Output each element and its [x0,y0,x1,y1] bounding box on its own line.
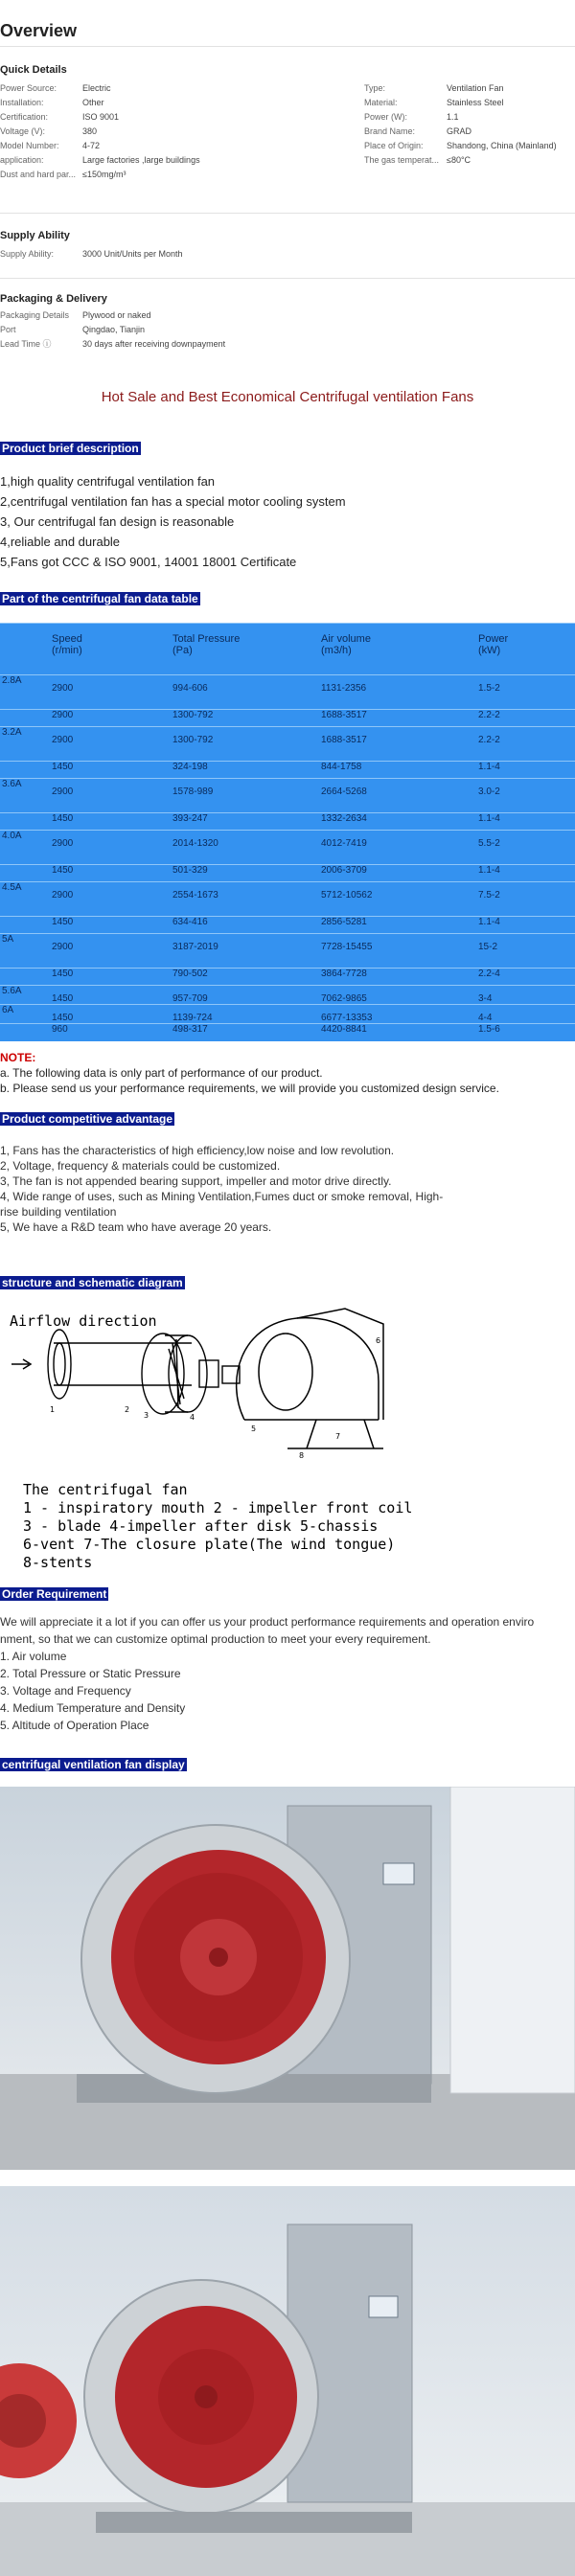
table-cell: 2900 [50,779,171,813]
table-cell: 3864-7728 [319,969,476,986]
table-cell: 3.2A [0,727,50,762]
table-cell: 5A [0,934,50,969]
table-row [0,917,575,934]
quick-detail-row [364,125,575,139]
table-cell: 2664-5268 [319,779,476,813]
quick-detail-key: Material: [364,98,398,107]
advantage-item: 5, We have a R&D team who have average 20 years. [0,1220,272,1234]
table-cell [0,710,50,727]
table-cell: 2900 [50,882,171,917]
quick-detail-row [364,153,575,168]
quick-detail-key: Voltage (V): [0,126,46,136]
table-cell: 1.1-4 [476,762,575,779]
table-row [0,934,575,969]
table-row [0,727,575,762]
quick-detail-row [0,139,288,153]
table-header-cell: Power (kW) [476,624,575,675]
table-cell: 1450 [50,986,171,1005]
table-cell: 5.6A [0,986,50,1005]
table-cell: 2856-5281 [319,917,476,934]
table-cell: 2014-1320 [171,831,319,865]
brief-item: 5,Fans got CCC & ISO 9001, 14001 18001 Certificate [0,555,297,569]
table-row [0,813,575,831]
order-item: 5. Altitude of Operation Place [0,1719,150,1732]
table-row [0,969,575,986]
svg-text:5: 5 [251,1425,257,1433]
diagram-caption-line: 6-vent 7-The closure plate(The wind tongue) [23,1536,396,1553]
advantage-item: rise building ventilation [0,1205,117,1219]
diagram-caption [23,1481,569,1572]
diagram-caption-line: 1 - inspiratory mouth 2 - impeller front coil [23,1499,413,1516]
diagram-heading: structure and schematic diagram [2,1276,183,1289]
table-header-cell: Total Pressure (Pa) [171,624,319,675]
table-header-cell [0,624,50,675]
packaging-row [0,323,383,337]
table-cell: 501-329 [171,865,319,882]
quick-detail-key: Power (W): [364,112,407,122]
quick-detail-value: 1.1 [447,112,459,122]
quick-detail-value: Ventilation Fan [447,83,504,93]
brief-item: 2,centrifugal ventilation fan has a special motor cooling system [0,494,346,509]
note-label: NOTE: [0,1051,36,1064]
quick-detail-row [0,153,288,168]
table-cell: 1.1-4 [476,917,575,934]
page-title: Overview [0,21,78,40]
table-cell: 1131-2356 [319,675,476,710]
table-cell: 1.5-6 [476,1024,575,1041]
quick-detail-key: Dust and hard par... [0,170,77,179]
table-cell: 6A [0,1005,50,1024]
svg-text:3: 3 [144,1411,150,1420]
part-number-labels [50,1336,380,1460]
supply-ability-rows [0,247,288,266]
packaging-value: 30 days after receiving downpayment [82,339,226,349]
table-cell: 15-2 [476,934,575,969]
table-cell: 7062-9865 [319,986,476,1005]
note-block [0,1050,575,1096]
brief-item: 4,reliable and durable [0,535,121,549]
impeller-disk-part [199,1360,240,1387]
table-cell: 1450 [50,813,171,831]
table-cell: 5712-10562 [319,882,476,917]
table-cell: 4012-7419 [319,831,476,865]
quick-detail-row [364,81,575,96]
svg-text:8: 8 [299,1451,305,1460]
order-heading: Order Requirement [2,1587,107,1601]
table-cell [0,917,50,934]
table-cell: 2.8A [0,675,50,710]
table-cell: 5.5-2 [476,831,575,865]
advantage-item: 3, The fan is not appended bearing support, impeller and motor drive directly. [0,1174,392,1188]
table-cell: 2900 [50,934,171,969]
quick-detail-value: Stainless Steel [447,98,504,107]
table-cell: 3-4 [476,986,575,1005]
table-cell: 324-198 [171,762,319,779]
airflow-arrow-icon [12,1359,31,1369]
fan-data-table [0,623,575,1041]
quick-detail-key: Certification: [0,112,49,122]
table-cell: 6677-13353 [319,1005,476,1024]
svg-text:1: 1 [50,1405,56,1414]
table-row [0,1005,575,1024]
divider [0,46,575,47]
table-cell: 2900 [50,831,171,865]
quick-detail-key: Installation: [0,98,44,107]
table-row [0,779,575,813]
table-row [0,710,575,727]
table-cell: 4420-8841 [319,1024,476,1041]
table-cell: 1450 [50,762,171,779]
brief-heading: Product brief description [2,442,139,455]
table-row [0,882,575,917]
packaging-value: Plywood or naked [82,310,151,320]
impeller-part [142,1334,207,1414]
table-cell: 2900 [50,727,171,762]
quick-detail-value: GRAD [447,126,472,136]
table-cell: 1688-3517 [319,710,476,727]
table-cell: 994-606 [171,675,319,710]
order-intro-1: We will appreciate it a lot if you can offer us your product performance requirements and operation enviro [0,1615,535,1629]
table-cell: 957-709 [171,986,319,1005]
supply-ability-title: Supply Ability [0,230,70,241]
advantage-item: 2, Voltage, frequency & materials could be customized. [0,1159,281,1173]
table-cell [0,813,50,831]
svg-text:4: 4 [190,1413,196,1422]
table-row [0,675,575,710]
table-cell: 1.1-4 [476,865,575,882]
table-row [0,986,575,1005]
table-cell: 1332-2634 [319,813,476,831]
divider [0,278,575,279]
table-cell: 3.0-2 [476,779,575,813]
packaging-row [0,308,383,323]
packaging-key: Lead Time ⓘ [0,339,52,349]
table-cell: 1450 [50,969,171,986]
quick-detail-key: Type: [364,83,386,93]
table-cell [0,865,50,882]
airflow-label: Airflow direction [10,1312,157,1330]
table-header-cell: Air volume (m3/h) [319,624,476,675]
table-row [0,762,575,779]
table-cell: 2900 [50,675,171,710]
quick-detail-row [0,110,288,125]
quick-detail-row [0,125,288,139]
quick-details-title: Quick Details [0,64,67,76]
advantage-item: 1, Fans has the characteristics of high efficiency,low noise and low revolution. [0,1144,395,1157]
table-cell: 498-317 [171,1024,319,1041]
quick-detail-key: application: [0,155,44,165]
quick-detail-key: The gas temperat... [364,155,440,165]
order-items [0,1648,575,1734]
table-cell: 1688-3517 [319,727,476,762]
quick-detail-row [0,81,288,96]
svg-text:2: 2 [125,1405,130,1414]
packaging-key: Port [0,325,16,334]
diagram-caption-line: 3 - blade 4-impeller after disk 5-chassis [23,1517,379,1535]
brief-item: 3, Our centrifugal fan design is reasonable [0,514,235,529]
diagram-caption-line: 8-stents [23,1554,93,1571]
table-cell: 1578-989 [171,779,319,813]
table-cell: 1450 [50,917,171,934]
divider [0,213,575,214]
table-row [0,1024,575,1041]
quick-detail-value: ≤150mg/m³ [82,170,126,179]
advantage-item: 4, Wide range of uses, such as Mining Ventilation,Fumes duct or smoke removal, High- [0,1190,444,1203]
quick-detail-value: ≤80°C [447,155,472,165]
quick-detail-row [0,96,288,110]
table-cell: 2.2-2 [476,727,575,762]
table-header-row [0,624,575,675]
table-cell: 844-1758 [319,762,476,779]
fan-photo-2 [0,2186,575,2576]
quick-detail-value: Large factories ,large buildings [82,155,200,165]
quick-detail-value: Other [82,98,104,107]
table-cell: 7728-15455 [319,934,476,969]
hot-sale-banner: Hot Sale and Best Economical Centrifugal ventilation Fans [101,389,474,405]
table-row [0,865,575,882]
display-heading: centrifugal ventilation fan display [2,1758,185,1771]
table-cell: 1.5-2 [476,675,575,710]
quick-detail-value: Electric [82,83,111,93]
table-cell: 2554-1673 [171,882,319,917]
supply-value: 3000 Unit/Units per Month [82,249,183,259]
packaging-value: Qingdao, Tianjin [82,325,146,334]
order-block [0,1613,575,1734]
diagram-caption-line: The centrifugal fan [23,1481,188,1498]
table-cell: 393-247 [171,813,319,831]
table-cell: 7.5-2 [476,882,575,917]
quick-detail-key: Power Source: [0,83,58,93]
quick-detail-key: Model Number: [0,141,59,150]
supply-key: Supply Ability: [0,249,55,259]
table-cell: 4-4 [476,1005,575,1024]
table-cell: 1450 [50,1005,171,1024]
table-cell: 634-416 [171,917,319,934]
table-cell: 1300-792 [171,710,319,727]
table-heading: Part of the centrifugal fan data table [2,592,198,605]
table-cell: 1139-724 [171,1005,319,1024]
quick-detail-value: 4-72 [82,141,101,150]
quick-detail-value: ISO 9001 [82,112,120,122]
packaging-row [0,337,383,352]
packaging-title: Packaging & Delivery [0,293,107,305]
brief-list [0,471,575,572]
table-row [0,831,575,865]
quick-detail-row [364,96,575,110]
advantage-list [0,1143,575,1235]
table-cell [0,762,50,779]
table-cell: 2900 [50,710,171,727]
table-cell: 960 [50,1024,171,1041]
table-cell: 1300-792 [171,727,319,762]
order-item: 4. Medium Temperature and Density [0,1701,186,1715]
order-intro-2: nment, so that we can customize optimal production to meet your every requirement. [0,1632,431,1646]
order-item: 2. Total Pressure or Static Pressure [0,1667,181,1680]
packaging-rows [0,308,383,356]
svg-text:6: 6 [376,1336,381,1345]
note-b: b. Please send us your performance requirements, we will provide you customized design service. [0,1082,499,1095]
brief-item: 1,high quality centrifugal ventilation fan [0,474,216,489]
table-cell: 2006-3709 [319,865,476,882]
advantage-heading: Product competitive advantage [2,1112,173,1126]
table-cell: 2.2-2 [476,710,575,727]
quick-details-left [0,81,288,187]
quick-detail-value: 380 [82,126,98,136]
table-cell [0,969,50,986]
table-cell [0,1024,50,1041]
order-item: 3. Voltage and Frequency [0,1684,131,1698]
order-item: 1. Air volume [0,1650,67,1663]
quick-detail-value: Shandong, China (Mainland) [447,141,557,150]
quick-detail-row [364,110,575,125]
table-cell: 1.1-4 [476,813,575,831]
table-cell: 3187-2019 [171,934,319,969]
table-cell: 3.6A [0,779,50,813]
quick-detail-row [364,139,575,153]
table-cell: 4.5A [0,882,50,917]
svg-text:7: 7 [335,1432,341,1441]
fan-photo-1 [0,1787,575,2170]
quick-detail-row [0,168,288,182]
quick-details-right [364,81,575,177]
chassis-part [237,1309,383,1448]
fan-schematic-diagram [0,1305,575,1477]
packaging-key: Packaging Details [0,310,70,320]
table-cell: 2.2-4 [476,969,575,986]
note-a: a. The following data is only part of performance of our product. [0,1066,323,1080]
table-cell: 4.0A [0,831,50,865]
quick-detail-key: Brand Name: [364,126,416,136]
table-header-cell: Speed (r/min) [50,624,171,675]
quick-detail-key: Place of Origin: [364,141,424,150]
supply-row [0,247,288,262]
table-cell: 790-502 [171,969,319,986]
table-cell: 1450 [50,865,171,882]
